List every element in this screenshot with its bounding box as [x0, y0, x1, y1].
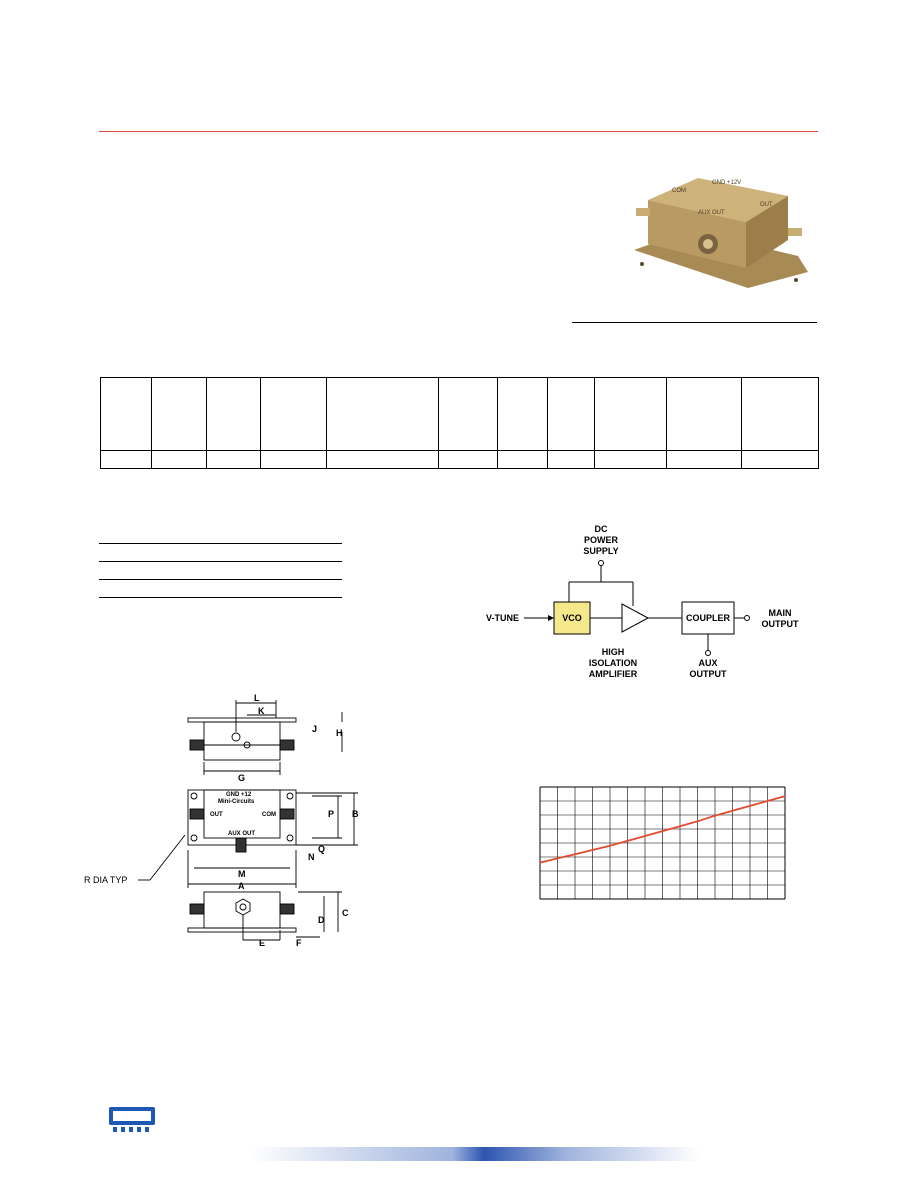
header-cell — [547, 378, 594, 451]
table-cell — [595, 451, 667, 469]
outline-out-label: OUT — [210, 812, 223, 818]
table-cell — [742, 451, 819, 469]
photo-label-com: COM — [672, 188, 686, 194]
dim-l: L — [254, 693, 260, 703]
performance-chart — [530, 775, 795, 910]
aux-output-line1: AUX — [698, 658, 718, 668]
r-dia-label: R DIA TYP — [84, 875, 128, 885]
dc-supply-line2: POWER — [583, 535, 619, 545]
outline-gnd-label: GND +12 — [226, 792, 252, 798]
photo-label-aux: AUX OUT — [698, 210, 725, 216]
aux-output-terminal — [706, 651, 711, 656]
mini-table-rule — [99, 543, 342, 544]
product-photo — [628, 160, 810, 300]
outline-com-label: COM — [262, 812, 276, 818]
mini-table — [99, 543, 342, 615]
header-rule — [99, 131, 818, 132]
table-cell — [101, 451, 152, 469]
photo-label-out: OUT — [760, 202, 773, 208]
amplifier-line2: ISOLATION — [588, 658, 638, 668]
header-cell — [326, 378, 438, 451]
table-cell — [152, 451, 206, 469]
dc-supply-line3: SUPPLY — [583, 546, 619, 556]
table-cell — [667, 451, 742, 469]
photo-label-gnd: GND +12V — [712, 180, 742, 186]
header-cell — [260, 378, 326, 451]
footer-gradient-bar — [250, 1147, 700, 1161]
dim-g: G — [238, 773, 246, 783]
dim-b: B — [352, 809, 359, 819]
dim-n: N — [308, 852, 315, 862]
outline-brand-label: Mini-Circuits — [218, 799, 255, 805]
header-cell — [101, 378, 152, 451]
dim-j: J — [312, 724, 318, 734]
vco-label: VCO — [562, 613, 582, 623]
brand-logo-icon — [107, 1105, 157, 1135]
table-cell — [439, 451, 498, 469]
amplifier-symbol — [622, 604, 648, 632]
amplifier-line1: HIGH — [601, 647, 625, 657]
header-cell — [742, 378, 819, 451]
mini-table-rule — [99, 597, 342, 598]
dc-terminal — [599, 561, 604, 566]
table-cell — [547, 451, 594, 469]
header-cell — [667, 378, 742, 451]
header-cell — [439, 378, 498, 451]
v-tune-label: V-TUNE — [486, 613, 520, 623]
dim-e: E — [259, 938, 266, 948]
amplifier-line3: AMPLIFIER — [588, 669, 638, 679]
header-cell — [498, 378, 547, 451]
block-diagram — [470, 520, 810, 695]
table-cell — [206, 451, 260, 469]
header-cell — [152, 378, 206, 451]
photo-rule — [572, 322, 817, 323]
spec-table — [100, 377, 819, 469]
mini-table-rule — [99, 561, 342, 562]
dim-p: P — [328, 809, 335, 819]
header-cell — [595, 378, 667, 451]
dim-a: A — [238, 881, 245, 891]
table-cell — [260, 451, 326, 469]
dim-c: C — [342, 908, 349, 918]
table-cell — [326, 451, 438, 469]
table-cell — [498, 451, 547, 469]
dim-q: Q — [318, 844, 326, 854]
table-row — [101, 451, 819, 469]
dim-m: M — [238, 869, 246, 879]
outline-aux-label: AUX OUT — [228, 831, 255, 837]
dim-d: D — [318, 915, 325, 925]
dim-k: K — [258, 706, 265, 716]
coupler-label: COUPLER — [685, 613, 731, 623]
dim-h: H — [336, 728, 343, 738]
dim-f: F — [296, 938, 302, 948]
spec-table-header-row — [101, 378, 819, 451]
outline-drawing — [80, 690, 380, 950]
header-cell — [206, 378, 260, 451]
main-output-terminal — [745, 616, 750, 621]
dc-supply-line1: DC — [594, 524, 608, 534]
mini-table-rule — [99, 579, 342, 580]
main-output-line2: OUTPUT — [761, 619, 799, 629]
aux-output-line2: OUTPUT — [689, 669, 727, 679]
main-output-line1: MAIN — [768, 608, 792, 618]
